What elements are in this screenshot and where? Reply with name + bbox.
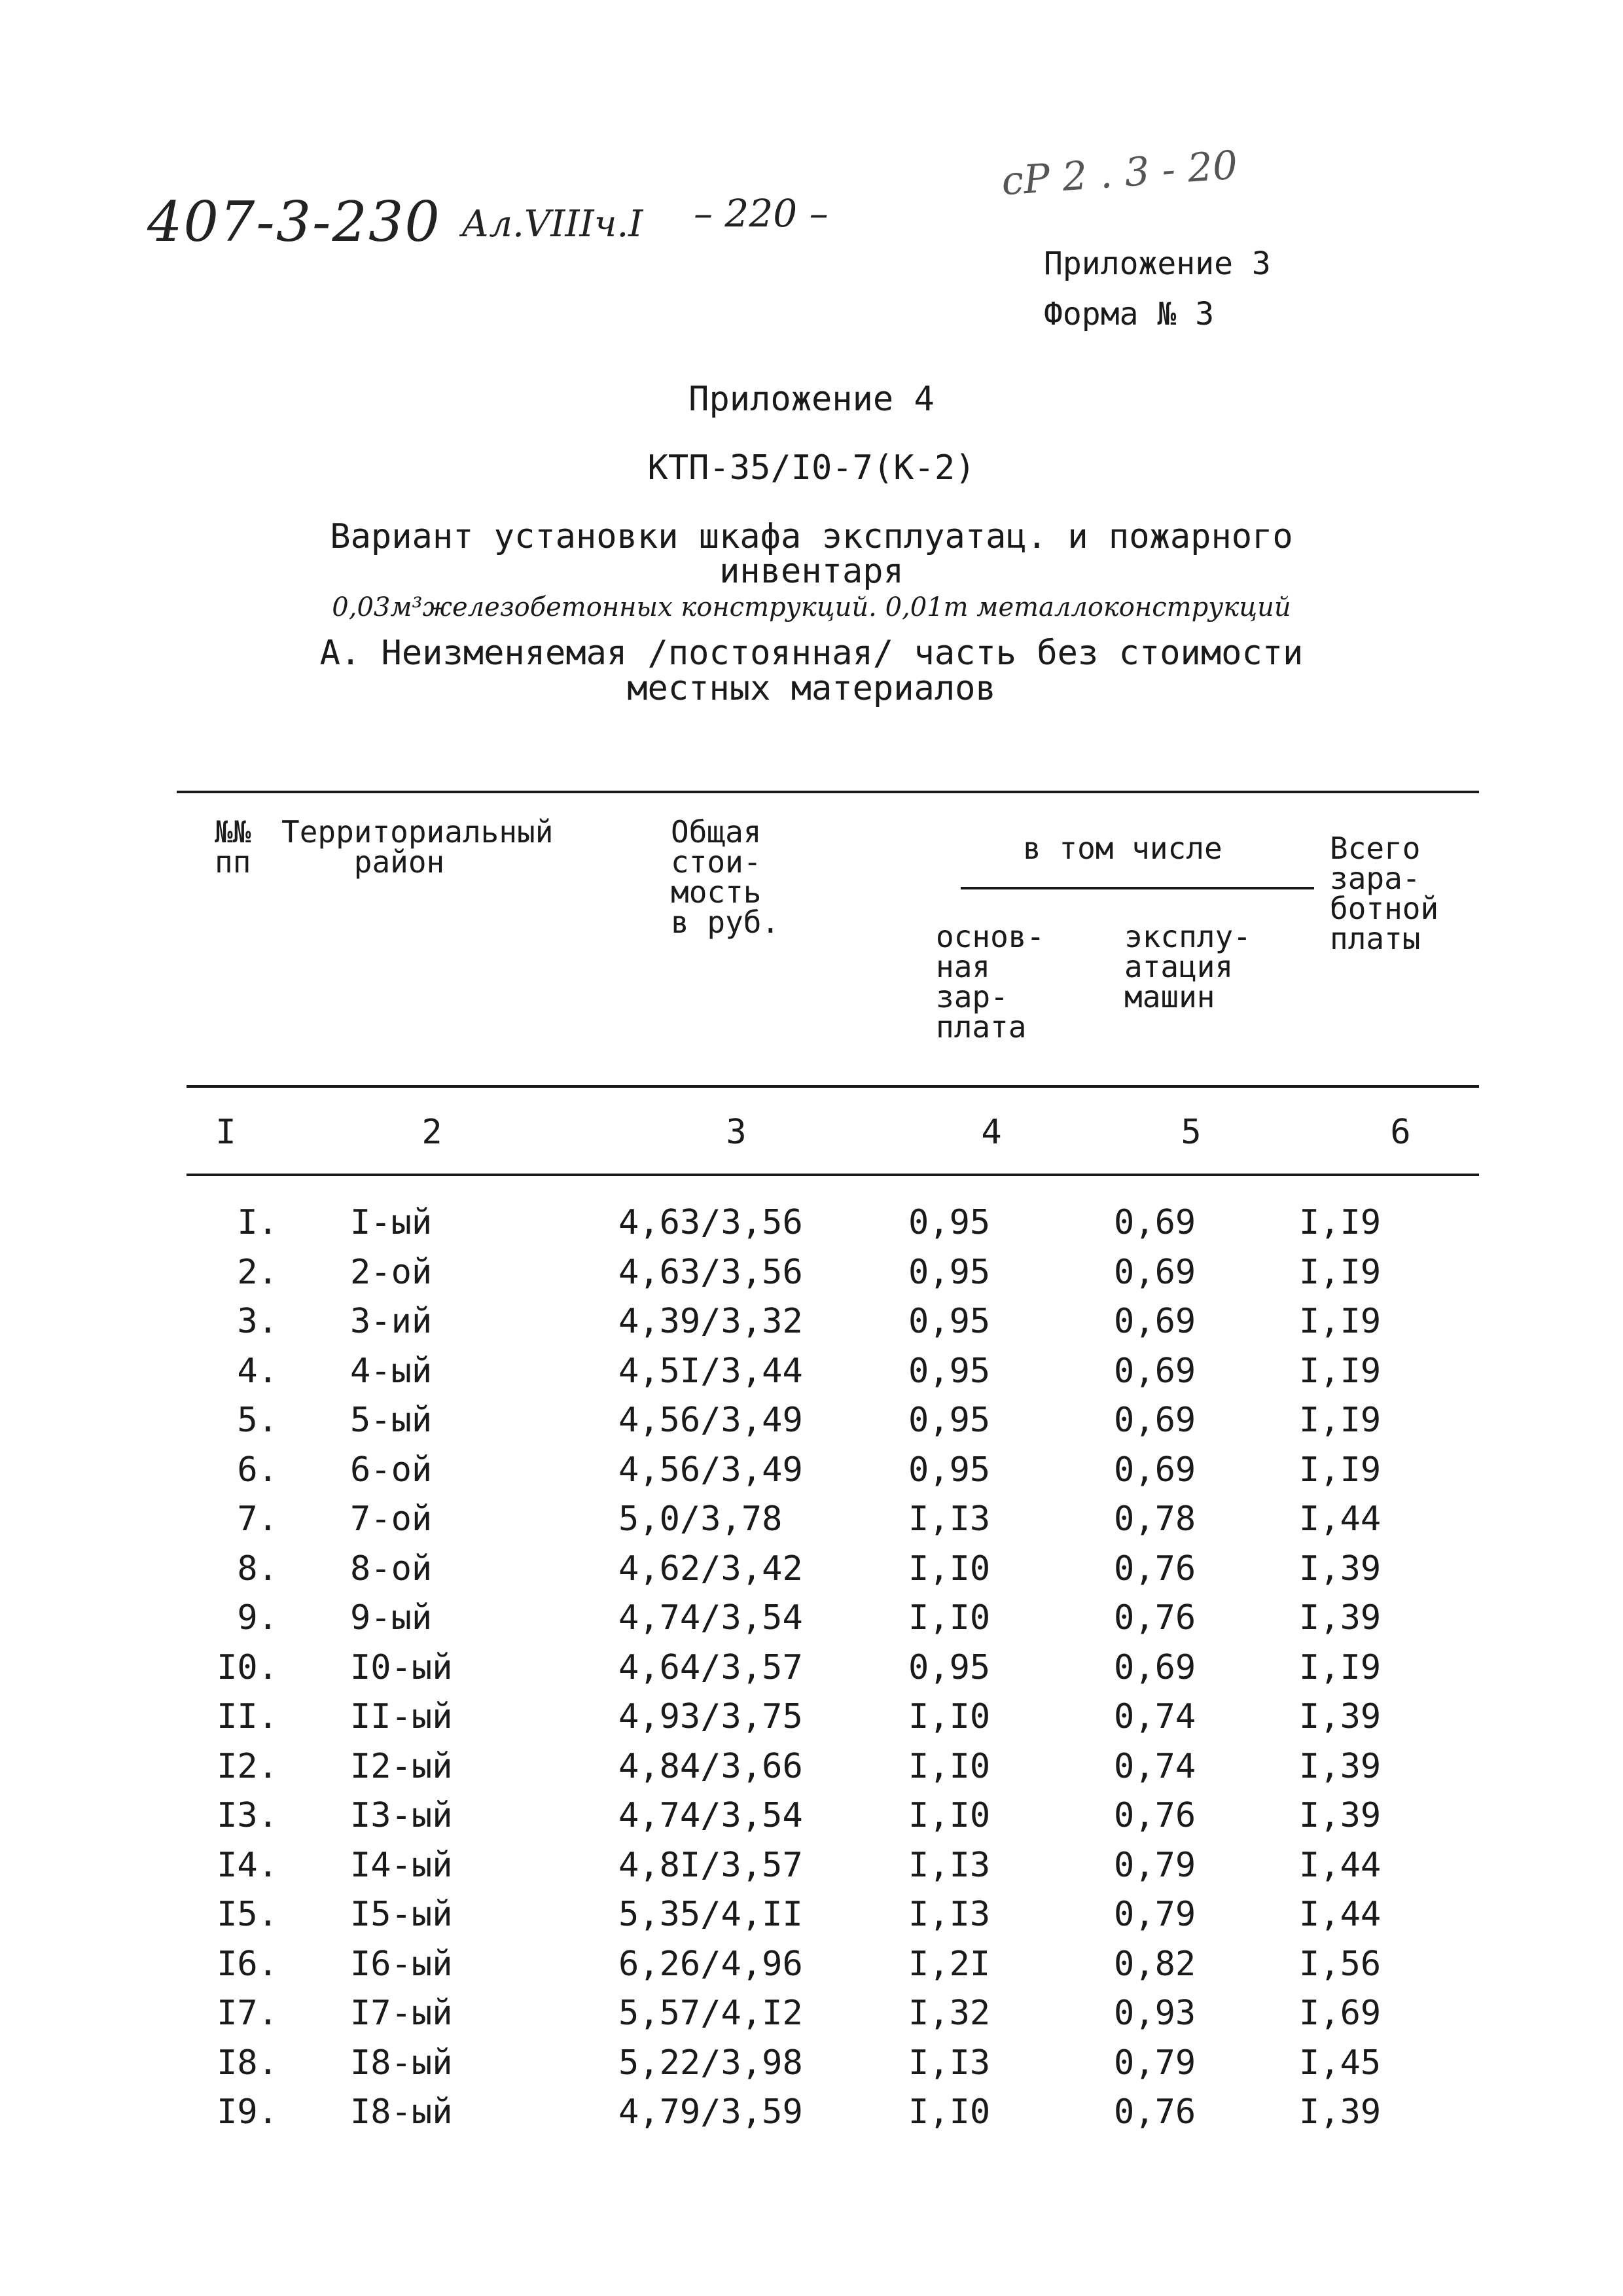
row-number: I5. bbox=[217, 1895, 278, 1934]
row-total-wage: I,I9 bbox=[1299, 1351, 1382, 1391]
table-row bbox=[0, 1945, 1623, 1994]
row-number: 3. bbox=[237, 1302, 278, 1341]
row-total-wage: I,I9 bbox=[1299, 1401, 1382, 1440]
row-basic-wage: I,2I bbox=[908, 1944, 991, 1984]
table-top-rule bbox=[177, 791, 1479, 793]
row-cost: 4,62/3,42 bbox=[618, 1549, 803, 1588]
row-region: I4-ый bbox=[350, 1845, 453, 1885]
row-region: I2-ый bbox=[350, 1746, 453, 1786]
row-region: I-ый bbox=[350, 1203, 433, 1242]
row-total-wage: I,39 bbox=[1299, 1598, 1382, 1638]
row-basic-wage: I,I0 bbox=[908, 2092, 991, 2132]
table-row bbox=[0, 1302, 1623, 1352]
row-basic-wage: I,I0 bbox=[908, 1697, 991, 1736]
row-total-wage: I,39 bbox=[1299, 1549, 1382, 1588]
table-row bbox=[0, 1796, 1623, 1846]
row-machines: 0,69 bbox=[1114, 1351, 1196, 1391]
column-number-6: 6 bbox=[1390, 1113, 1411, 1152]
header-total-wage: Всего зара- ботной платы bbox=[1330, 831, 1439, 956]
table-row bbox=[0, 1352, 1623, 1401]
column-number-3: 3 bbox=[726, 1113, 747, 1152]
row-basic-wage: I,I3 bbox=[908, 1895, 991, 1934]
row-cost: 4,93/3,75 bbox=[618, 1697, 803, 1736]
row-region: 2-ой bbox=[350, 1252, 433, 1292]
part-heading-line-1: А. Неизменяемая /постоянная/ часть без стоимости bbox=[319, 634, 1304, 673]
header-including: в том числе bbox=[1023, 831, 1222, 866]
row-region: I5-ый bbox=[350, 1895, 453, 1934]
row-region: I3-ый bbox=[350, 1796, 453, 1835]
row-machines: 0,82 bbox=[1114, 1944, 1196, 1984]
part-heading-line-2: местных материалов bbox=[627, 669, 996, 708]
row-number: 9. bbox=[237, 1598, 278, 1638]
variant-line-2: инвентаря bbox=[719, 552, 904, 591]
row-basic-wage: I,I3 bbox=[908, 1845, 991, 1885]
row-region: 9-ый bbox=[350, 1598, 433, 1638]
row-region: 5-ый bbox=[350, 1401, 433, 1440]
row-cost: 5,22/3,98 bbox=[618, 2043, 803, 2083]
row-machines: 0,78 bbox=[1114, 1499, 1196, 1539]
row-machines: 0,69 bbox=[1114, 1302, 1196, 1341]
table-row bbox=[0, 2092, 1623, 2142]
row-cost: 4,56/3,49 bbox=[618, 1401, 803, 1440]
row-total-wage: I,I9 bbox=[1299, 1450, 1382, 1490]
header-subgroup-rule bbox=[961, 887, 1314, 889]
row-machines: 0,69 bbox=[1114, 1252, 1196, 1292]
appendix-label-top: Приложение 3 bbox=[1044, 245, 1271, 282]
model-title: КТП-35/I0-7(К-2) bbox=[647, 448, 976, 488]
row-total-wage: I,I9 bbox=[1299, 1203, 1382, 1242]
row-total-wage: I,I9 bbox=[1299, 1252, 1382, 1292]
row-region: 3-ий bbox=[350, 1302, 433, 1341]
row-basic-wage: I,I3 bbox=[908, 1499, 991, 1539]
row-machines: 0,93 bbox=[1114, 1994, 1196, 2033]
row-number: 5. bbox=[237, 1401, 278, 1440]
row-region: 6-ой bbox=[350, 1450, 433, 1490]
row-cost: 5,0/3,78 bbox=[618, 1499, 783, 1539]
column-number-5: 5 bbox=[1181, 1113, 1202, 1152]
table-row bbox=[0, 1895, 1623, 1945]
document-code: 407-3-230 bbox=[147, 190, 441, 254]
row-number: I3. bbox=[217, 1796, 278, 1835]
stamp-number: сР 2 . 3 - 20 bbox=[999, 142, 1240, 205]
row-cost: 4,39/3,32 bbox=[618, 1302, 803, 1341]
column-number-1: I bbox=[215, 1113, 236, 1152]
table-body bbox=[0, 1203, 1623, 2142]
row-number: 2. bbox=[237, 1252, 278, 1292]
row-cost: 4,74/3,54 bbox=[618, 1796, 803, 1835]
row-machines: 0,79 bbox=[1114, 1895, 1196, 1934]
row-total-wage: I,44 bbox=[1299, 1895, 1382, 1934]
header-region: Территориальный район bbox=[281, 814, 554, 880]
row-total-wage: I,69 bbox=[1299, 1994, 1382, 2033]
table-row bbox=[0, 1499, 1623, 1549]
column-numbers-bottom-rule bbox=[187, 1174, 1479, 1176]
row-total-wage: I,39 bbox=[1299, 1746, 1382, 1786]
row-machines: 0,79 bbox=[1114, 1845, 1196, 1885]
table-row bbox=[0, 1549, 1623, 1599]
materials-note: 0,03м³железобетонных конструкций. 0,01т металлоконструкций bbox=[332, 592, 1291, 622]
row-basic-wage: 0,95 bbox=[908, 1252, 991, 1292]
row-basic-wage: 0,95 bbox=[908, 1450, 991, 1490]
row-cost: 4,8I/3,57 bbox=[618, 1845, 803, 1885]
header-basic-wage: основ- ная зар- плата bbox=[936, 919, 1045, 1045]
row-number: 8. bbox=[237, 1549, 278, 1588]
row-total-wage: I,39 bbox=[1299, 1796, 1382, 1835]
row-cost: 4,63/3,56 bbox=[618, 1203, 803, 1242]
row-cost: 4,56/3,49 bbox=[618, 1450, 803, 1490]
row-basic-wage: I,I0 bbox=[908, 1598, 991, 1638]
row-total-wage: I,39 bbox=[1299, 2092, 1382, 2132]
row-region: I6-ый bbox=[350, 1944, 453, 1984]
row-total-wage: I,I9 bbox=[1299, 1302, 1382, 1341]
table-row bbox=[0, 1697, 1623, 1747]
row-region: 4-ый bbox=[350, 1351, 433, 1391]
row-number: I9. bbox=[217, 2092, 278, 2132]
table-row bbox=[0, 2043, 1623, 2093]
header-total-cost: Общая стои- мость в руб. bbox=[671, 814, 780, 940]
row-basic-wage: I,I0 bbox=[908, 1746, 991, 1786]
row-cost: 6,26/4,96 bbox=[618, 1944, 803, 1984]
row-machines: 0,69 bbox=[1114, 1401, 1196, 1440]
row-basic-wage: 0,95 bbox=[908, 1401, 991, 1440]
table-row bbox=[0, 1747, 1623, 1797]
header-number: №№ пп bbox=[215, 814, 251, 880]
table-row bbox=[0, 1598, 1623, 1648]
row-region: I8-ый bbox=[350, 2092, 453, 2132]
row-cost: 4,84/3,66 bbox=[618, 1746, 803, 1786]
row-cost: 4,74/3,54 bbox=[618, 1598, 803, 1638]
row-number: I4. bbox=[217, 1845, 278, 1885]
row-cost: 4,64/3,57 bbox=[618, 1647, 803, 1687]
row-number: 4. bbox=[237, 1351, 278, 1391]
row-basic-wage: I,I3 bbox=[908, 2043, 991, 2083]
row-region: 8-ой bbox=[350, 1549, 433, 1588]
row-machines: 0,69 bbox=[1114, 1450, 1196, 1490]
row-basic-wage: 0,95 bbox=[908, 1647, 991, 1687]
row-machines: 0,76 bbox=[1114, 1549, 1196, 1588]
row-machines: 0,79 bbox=[1114, 2043, 1196, 2083]
row-number: I7. bbox=[217, 1994, 278, 2033]
column-numbers-top-rule bbox=[187, 1085, 1479, 1088]
row-basic-wage: I,I0 bbox=[908, 1549, 991, 1588]
appendix-title: Приложение 4 bbox=[688, 380, 935, 419]
row-total-wage: I,44 bbox=[1299, 1845, 1382, 1885]
variant-line-1: Вариант установки шкафа эксплуатац. и пожарного bbox=[330, 517, 1293, 556]
row-number: I2. bbox=[217, 1746, 278, 1786]
row-machines: 0,76 bbox=[1114, 1598, 1196, 1638]
row-number: II. bbox=[217, 1697, 278, 1736]
row-machines: 0,74 bbox=[1114, 1746, 1196, 1786]
row-total-wage: I,44 bbox=[1299, 1499, 1382, 1539]
row-basic-wage: 0,95 bbox=[908, 1302, 991, 1341]
column-number-4: 4 bbox=[981, 1113, 1002, 1152]
column-number-2: 2 bbox=[421, 1113, 442, 1152]
form-label-top: Форма № 3 bbox=[1044, 296, 1215, 332]
table-row bbox=[0, 1450, 1623, 1500]
page-number: – 220 – bbox=[694, 191, 829, 236]
row-number: 6. bbox=[237, 1450, 278, 1490]
row-basic-wage: I,I0 bbox=[908, 1796, 991, 1835]
row-machines: 0,76 bbox=[1114, 1796, 1196, 1835]
table-row bbox=[0, 1846, 1623, 1895]
album-reference: Ал.VIIIч.I bbox=[461, 203, 643, 245]
table-row bbox=[0, 1253, 1623, 1302]
row-total-wage: I,45 bbox=[1299, 2043, 1382, 2083]
row-basic-wage: I,32 bbox=[908, 1994, 991, 2033]
row-basic-wage: 0,95 bbox=[908, 1351, 991, 1391]
row-region: 7-ой bbox=[350, 1499, 433, 1539]
row-region: I7-ый bbox=[350, 1994, 453, 2033]
row-basic-wage: 0,95 bbox=[908, 1203, 991, 1242]
row-cost: 4,63/3,56 bbox=[618, 1252, 803, 1292]
row-total-wage: I,56 bbox=[1299, 1944, 1382, 1984]
row-total-wage: I,39 bbox=[1299, 1697, 1382, 1736]
row-cost: 5,57/4,I2 bbox=[618, 1994, 803, 2033]
row-machines: 0,76 bbox=[1114, 2092, 1196, 2132]
table-row bbox=[0, 1401, 1623, 1450]
row-number: 7. bbox=[237, 1499, 278, 1539]
row-machines: 0,69 bbox=[1114, 1647, 1196, 1687]
row-machines: 0,69 bbox=[1114, 1203, 1196, 1242]
row-number: I8. bbox=[217, 2043, 278, 2083]
table-row bbox=[0, 1994, 1623, 2043]
header-machine-operation: эксплу- атация машин bbox=[1124, 919, 1251, 1014]
row-region: I0-ый bbox=[350, 1647, 453, 1687]
row-region: I8-ый bbox=[350, 2043, 453, 2083]
row-number: I6. bbox=[217, 1944, 278, 1984]
table-row bbox=[0, 1203, 1623, 1253]
row-total-wage: I,I9 bbox=[1299, 1647, 1382, 1687]
row-cost: 4,79/3,59 bbox=[618, 2092, 803, 2132]
row-number: I. bbox=[237, 1203, 278, 1242]
row-cost: 5,35/4,II bbox=[618, 1895, 803, 1934]
row-number: I0. bbox=[217, 1647, 278, 1687]
row-cost: 4,5I/3,44 bbox=[618, 1351, 803, 1391]
row-region: II-ый bbox=[350, 1697, 453, 1736]
table-row bbox=[0, 1648, 1623, 1698]
row-machines: 0,74 bbox=[1114, 1697, 1196, 1736]
